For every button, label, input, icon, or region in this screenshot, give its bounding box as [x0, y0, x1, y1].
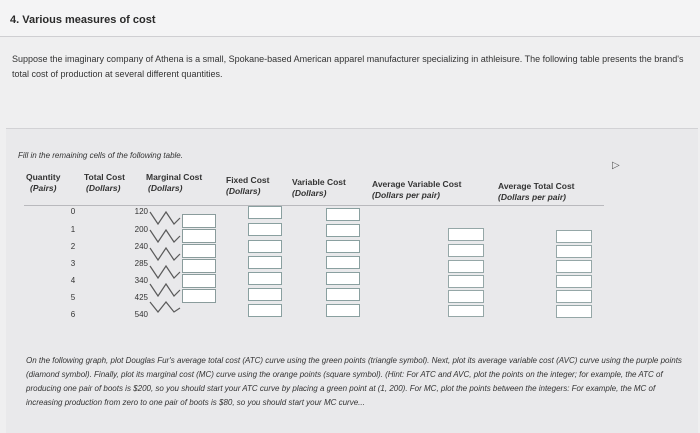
header-fixed-cost-title: Fixed Cost	[226, 175, 270, 185]
total-cost-cell: 120	[134, 207, 148, 216]
total-cost-cell: 425	[134, 293, 148, 302]
marginal-cost-input[interactable]	[182, 274, 216, 288]
header-fixed-cost	[226, 175, 269, 197]
total-cost-cell: 540	[134, 310, 148, 319]
avc-input[interactable]	[448, 275, 484, 288]
table-header-divider	[24, 205, 604, 206]
marginal-cost-input[interactable]	[182, 214, 216, 228]
header-avc	[372, 179, 461, 201]
question-header	[0, 0, 700, 37]
avc-input[interactable]	[448, 244, 484, 257]
fixed-cost-input[interactable]	[248, 240, 282, 253]
row-connector-icon	[148, 208, 182, 316]
total-cost-cell: 285	[134, 259, 148, 268]
header-atc-title: Average Total Cost	[498, 181, 575, 191]
mouse-cursor-icon: ▷	[612, 160, 620, 171]
header-atc	[498, 181, 575, 203]
quantity-cell: 0	[70, 207, 76, 216]
quantity-cell: 6	[70, 310, 76, 319]
fixed-cost-input[interactable]	[248, 256, 282, 269]
header-fixed-cost-unit: (Dollars)	[226, 186, 261, 196]
quantity-cell: 4	[70, 276, 76, 285]
quantity-cell: 5	[70, 293, 76, 302]
atc-input[interactable]	[556, 260, 592, 273]
variable-cost-input[interactable]	[326, 224, 360, 237]
fixed-cost-input[interactable]	[248, 223, 282, 236]
header-total-cost	[84, 172, 125, 194]
variable-cost-input[interactable]	[326, 288, 360, 301]
avc-input[interactable]	[448, 260, 484, 273]
header-atc-unit: (Dollars per pair)	[498, 192, 567, 202]
quantity-cell: 2	[70, 242, 76, 251]
header-total-cost-title: Total Cost	[84, 172, 125, 182]
header-avc-title: Average Variable Cost	[372, 179, 462, 189]
variable-cost-input[interactable]	[326, 240, 360, 253]
fixed-cost-input[interactable]	[248, 206, 282, 219]
header-avc-unit: (Dollars per pair)	[372, 190, 441, 200]
atc-input[interactable]	[556, 275, 592, 288]
header-variable-cost	[292, 177, 346, 199]
quantity-cell: 1	[70, 225, 76, 234]
atc-input[interactable]	[556, 230, 592, 243]
marginal-cost-input[interactable]	[182, 229, 216, 243]
quantity-cell: 3	[70, 259, 76, 268]
atc-input[interactable]	[556, 305, 592, 318]
marginal-cost-input[interactable]	[182, 259, 216, 273]
intro-paragraph: Suppose the imaginary company of Athena is a small, Spokane-based American apparel manufacturer specializing in athleisure. The following table presents the brand's total cost of production at several different quantities.	[12, 54, 684, 79]
header-quantity-title: Quantity	[26, 172, 61, 182]
variable-cost-input[interactable]	[326, 208, 360, 221]
variable-cost-input[interactable]	[326, 256, 360, 269]
header-variable-cost-title: Variable Cost	[292, 177, 346, 187]
total-cost-cell: 240	[134, 242, 148, 251]
total-cost-cell: 340	[134, 276, 148, 285]
header-quantity	[26, 172, 60, 194]
header-marginal-cost	[146, 172, 202, 194]
atc-input[interactable]	[556, 245, 592, 258]
avc-input[interactable]	[448, 305, 484, 317]
header-quantity-unit: (Pairs)	[30, 183, 57, 193]
graph-instruction-paragraph: On the following graph, plot Douglas Fur's average total cost (ATC) curve using the green points (triangle symbol). Next, plot its average variable cost (AVC) curve using the purple points (diamond symbol). Finally, plot its marginal cost (MC) curve using the orange points (square symbol). (Hint: For ATC and AVC, plot the points on the integer; for example, the ATC of producing one pair of boots is $200, so you should start your ATC curve by placing a green point at (1, 200). For MC, plot the points between the integers: For example, the MC of increasing production from zero to one pair of boots is $80, so you should start your MC curve...	[26, 356, 682, 407]
header-variable-cost-unit: (Dollars)	[292, 188, 327, 198]
total-cost-cell: 200	[134, 225, 148, 234]
avc-input[interactable]	[448, 290, 484, 303]
fixed-cost-input[interactable]	[248, 272, 282, 285]
marginal-cost-input[interactable]	[182, 289, 216, 303]
marginal-cost-input[interactable]	[182, 244, 216, 258]
avc-input[interactable]	[448, 228, 484, 241]
question-title: 4. Various measures of cost	[10, 14, 156, 26]
variable-cost-input[interactable]	[326, 304, 360, 317]
variable-cost-input[interactable]	[326, 272, 360, 285]
header-total-cost-unit: (Dollars)	[86, 183, 121, 193]
header-marginal-cost-unit: (Dollars)	[148, 183, 183, 193]
table-instruction: Fill in the remaining cells of the following table.	[18, 151, 183, 160]
header-marginal-cost-title: Marginal Cost	[146, 172, 203, 182]
fixed-cost-input[interactable]	[248, 288, 282, 301]
fixed-cost-input[interactable]	[248, 304, 282, 317]
atc-input[interactable]	[556, 290, 592, 303]
